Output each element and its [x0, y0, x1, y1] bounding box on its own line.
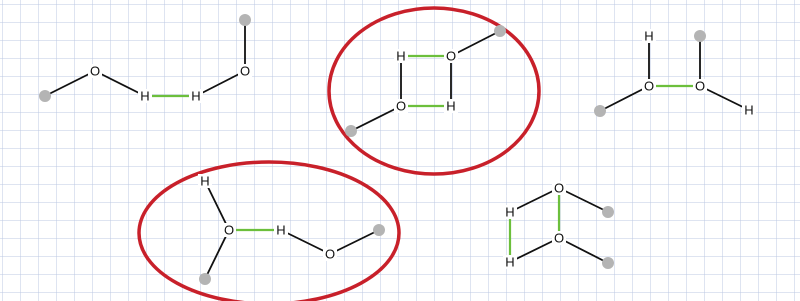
hydrogen-atom: H — [140, 88, 150, 104]
hydrogen-atom: H — [505, 204, 515, 220]
oxygen-atom: O — [445, 48, 457, 64]
terminal-atom — [694, 30, 706, 42]
terminal-atom — [602, 206, 614, 218]
hydrogen-atom: H — [396, 48, 406, 64]
hydrogen-atom: H — [505, 254, 515, 270]
oxygen-atom: O — [223, 222, 235, 238]
hydrogen-atom: H — [446, 98, 456, 114]
hydrogen-atom: H — [200, 173, 210, 189]
oxygen-atom: O — [395, 98, 407, 114]
terminal-atom — [494, 25, 506, 37]
oxygen-atom: O — [694, 78, 706, 94]
terminal-atom — [373, 224, 385, 236]
terminal-atom — [199, 273, 211, 285]
terminal-atom — [239, 14, 251, 26]
hydrogen-atom: H — [744, 102, 754, 118]
hydrogen-atom: H — [644, 28, 654, 44]
oxygen-atom: O — [553, 230, 565, 246]
terminal-atom — [345, 125, 357, 137]
hydrogen-atom: H — [276, 222, 286, 238]
terminal-atom — [594, 105, 606, 117]
oxygen-atom: O — [643, 78, 655, 94]
oxygen-atom: O — [324, 246, 336, 262]
oxygen-atom: O — [89, 63, 101, 79]
terminal-atom — [602, 257, 614, 269]
oxygen-atom: O — [239, 63, 251, 79]
terminal-atom — [39, 90, 51, 102]
oxygen-atom: O — [553, 180, 565, 196]
hydrogen-atom: H — [191, 88, 201, 104]
